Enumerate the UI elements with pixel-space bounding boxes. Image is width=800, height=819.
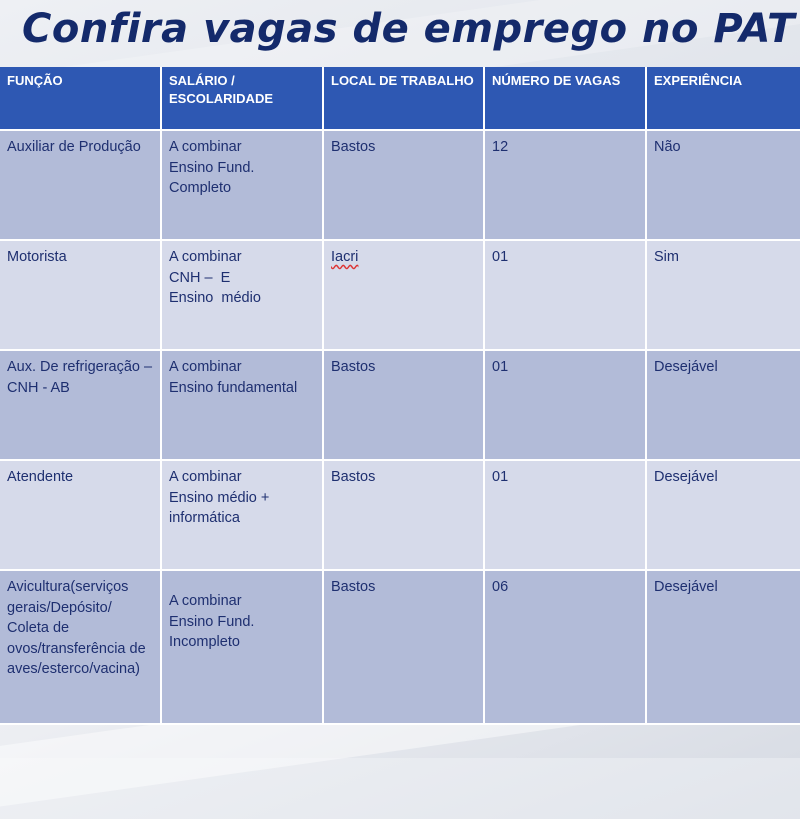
salario-line: Ensino fundamental [169, 379, 298, 396]
cell-experiencia: Desejável [646, 570, 800, 724]
table-row [0, 130, 800, 240]
jobs-table [0, 67, 800, 725]
cell-local: Bastos [323, 460, 484, 570]
salario-line: A combinar [169, 249, 242, 265]
table-row [0, 570, 800, 724]
header-local: LOCAL DE TRABALHO [323, 67, 484, 130]
salario-line: CNH – E [169, 269, 231, 286]
cell-funcao: Atendente [0, 460, 161, 570]
cell-funcao: Auxiliar de Produção [0, 130, 161, 240]
cell-vagas: 01 [484, 350, 646, 460]
cell-funcao: Avicultura(serviços gerais/Depósito/ Coleta de ovos/transferência de aves/esterco/vacina) [0, 570, 161, 724]
salario-line: Ensino Fund. [169, 159, 255, 176]
salario-line: Ensino médio + [169, 489, 270, 506]
table-row [0, 240, 800, 350]
table-row [0, 460, 800, 570]
cell-experiencia: Não [646, 130, 800, 240]
cell-experiencia: Sim [646, 240, 800, 350]
cell-experiencia: Desejável [646, 460, 800, 570]
cell-vagas: 01 [484, 460, 646, 570]
cell-vagas: 06 [484, 570, 646, 724]
cell-salario [161, 350, 323, 460]
cell-funcao: Aux. De refrigeração – CNH - AB [0, 350, 161, 460]
spellcheck-word: Iacri [331, 249, 359, 265]
salario-line: A combinar [169, 593, 242, 609]
cell-salario [161, 570, 323, 724]
cell-vagas: 12 [484, 130, 646, 240]
salario-line: informática [169, 510, 240, 526]
salario-line: Ensino médio [169, 290, 261, 306]
cell-local: Bastos [323, 570, 484, 724]
cell-local [323, 240, 484, 350]
cell-salario [161, 130, 323, 240]
salario-line: A combinar [169, 469, 242, 485]
header-salario: SALÁRIO / ESCOLARIDADE [161, 67, 323, 130]
page-title: Confira vagas de emprego no PAT [22, 6, 795, 52]
header-experiencia: EXPERIÊNCIA [646, 67, 800, 130]
cell-experiencia: Desejável [646, 350, 800, 460]
cell-salario [161, 240, 323, 350]
cell-vagas: 01 [484, 240, 646, 350]
salario-line: Completo [169, 180, 232, 196]
cell-funcao: Motorista [0, 240, 161, 350]
header-vagas: NÚMERO DE VAGAS [484, 67, 646, 130]
header-funcao: FUNÇÃO [0, 67, 161, 130]
cell-local: Bastos [323, 350, 484, 460]
salario-line: A combinar [169, 139, 242, 155]
salario-line: Ensino Fund. [169, 613, 255, 630]
cell-local: Bastos [323, 130, 484, 240]
salario-line: A combinar [169, 359, 242, 375]
salario-line: Incompleto [169, 634, 240, 650]
cell-salario [161, 460, 323, 570]
table-header-row [0, 67, 800, 130]
table-row [0, 350, 800, 460]
